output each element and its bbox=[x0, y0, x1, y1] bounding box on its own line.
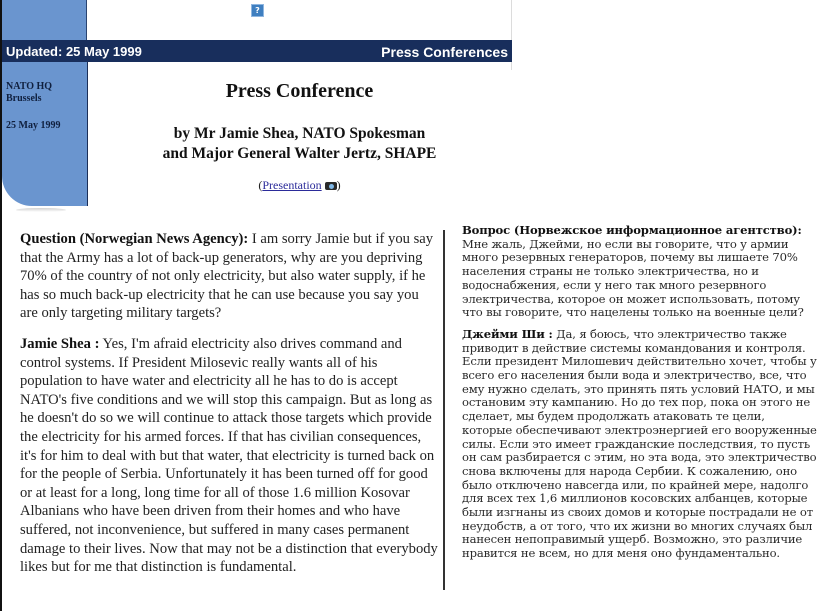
paragraph-text: I am sorry Jamie but if you say that the Army has a lot of back-up generators, why are you depriving 70% of the country of not only electricity, but also water supply, if he has so much back-up electricity that he can use because you say you are only targeting military targets? bbox=[20, 231, 434, 322]
sidebar-top-panel bbox=[2, 0, 87, 40]
speaker-label: Jamie Shea : bbox=[20, 335, 100, 352]
paragraph-text: Мне жаль, Джейми, но если вы говорите, что у армии много резервных генераторов, почему вы лишаете 70% населения страны не только электричества, но и водоснабжения, если у него так много резервного электричества, которое он может использовать, потому что вы говорите, что нацелены только на военные цели? bbox=[462, 236, 804, 320]
transcript-english bbox=[20, 230, 440, 589]
sidebar-shadow bbox=[16, 208, 66, 212]
byline bbox=[87, 124, 512, 164]
speaker-label: Вопрос (Норвежское информационное агентство): bbox=[462, 223, 802, 237]
location-hq: NATO HQ bbox=[6, 81, 53, 92]
speaker-label: Question (Norwegian News Agency): bbox=[20, 231, 249, 247]
location-date: 25 May 1999 bbox=[6, 120, 61, 131]
nav-bar bbox=[2, 40, 512, 62]
paragraph-text: Да, я боюсь, что электричество также приводит в действие системы командования и контроля. Если президент Милошевич действительно хочет, чтобы у всего его населения были вода и электричество, все, что ему нужно сделать, это принять пять условий НАТО, и мы остановим эту кампанию. Но до тех пор, пока он этого не сделает, мы будем продолжать атаковать те цели, которые обеспечивают электроэнергией его вооруженные силы. Если это имеет гражданские последствия, то пусть он сам разбирается с этим, но эта вода, это электричество снова включены для народа Сербии. К сожалению, оно было отключено навсегда или, по крайней мере, надолго для всех тех 1,6 миллионов косовских албанцев, которые были изгнаны из своих домов и которые пострадали не от неудобств, а от того, что их жизни во многих случаях был нанесен непоправимый ущерб. Возможно, это различие нравится не всем, но для меня оно фундаментально. bbox=[462, 326, 817, 561]
location-city: Brussels bbox=[6, 93, 42, 104]
byline-line-2: and Major General Walter Jertz, SHAPE bbox=[162, 145, 437, 162]
paragraph-text: Yes, I'm afraid electricity also drives command and control systems. If President Milosevic really wants all of his population to have water and electricity all he has to do is accept NATO's five conditions and we will stop this campaign. But as long as he doesn't do so we will continue to attack those targets which provide the electricity for his armed forces. If that has civilian consequences, it's for him to deal with but that water, that electricity is turned back on for the people of Serbia. Unfortunately it has been turned off for good or at least for a long, long time for all of those 1.6 million Kosovar Albanians who have been driven from their homes and who have suffered, not inconvenience, but suffered in many cases permanent damage to their lives. Now that may not be a distinction that everybody likes but for me that distinction is fundamental. bbox=[20, 335, 438, 576]
paren-close: ) bbox=[336, 178, 341, 192]
page-title: Press Conference bbox=[225, 80, 374, 102]
camera-icon[interactable] bbox=[325, 182, 337, 190]
transcript-paragraph bbox=[20, 230, 440, 323]
presentation-link[interactable]: Presentation bbox=[262, 178, 322, 192]
speaker-label: Джейми Ши : bbox=[462, 326, 553, 341]
help-icon[interactable]: ? bbox=[251, 4, 264, 17]
press-conferences-link[interactable]: Press Conferences bbox=[381, 44, 508, 60]
column-divider bbox=[443, 230, 445, 590]
presentation-row bbox=[87, 178, 512, 193]
paren-open: ( bbox=[258, 178, 263, 192]
byline-line-1: by Mr Jamie Shea, NATO Spokesman bbox=[173, 125, 426, 142]
sidebar-divider bbox=[86, 0, 87, 40]
updated-date: Updated: 25 May 1999 bbox=[6, 44, 142, 59]
transcript-paragraph bbox=[462, 328, 817, 561]
transcript-russian bbox=[462, 224, 817, 569]
transcript-paragraph bbox=[20, 335, 440, 577]
transcript-paragraph bbox=[462, 224, 817, 320]
